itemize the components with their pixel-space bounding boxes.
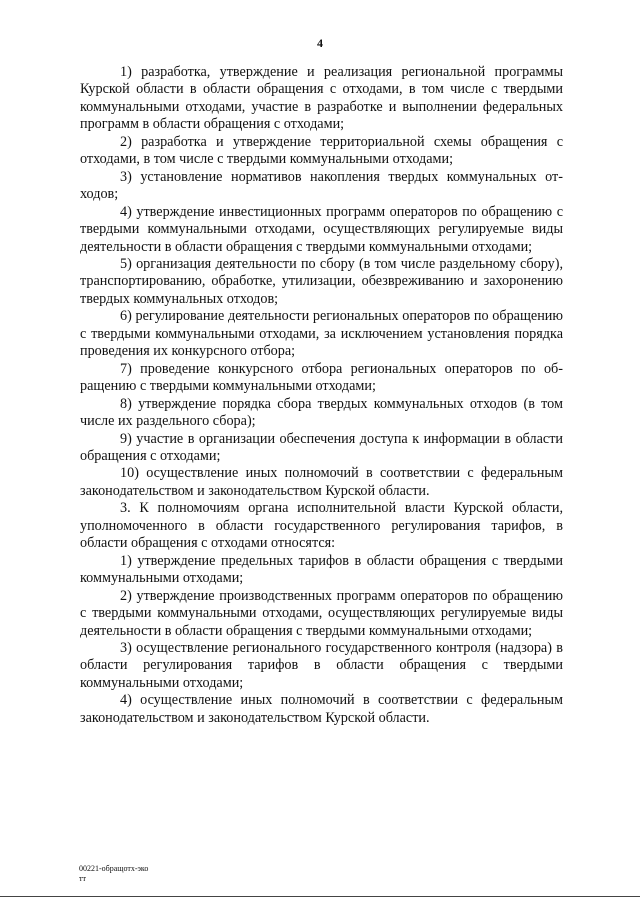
paragraph-5: 5) организация деятельности по сбору (в том числе раздельному сбору), транспортированию, обработке, утилизации, обезвреживанию и захоронению твердых коммунальных отходов; [80,255,563,307]
paragraph-1: 1) разработка, утверждение и реализация региональной программы Курской области в области обращения с отходами, в том числе с твердыми коммунальными отходами, участие в разработке и выполнении федеральных программ в области обращения с отходами; [80,64,563,133]
paragraph-s3-4: 4) осуществление иных полномочий в соответствии с федеральным законодательством и законодательством Курской области. [80,692,563,726]
page-number: 4 [317,36,323,50]
author-initials: тт [79,874,86,883]
footer [79,864,148,884]
section-3-heading: 3. К полномочиям органа исполнительной власти Курской области, уполномоченного в области государственного регулирования тарифов, в области обращения с отходами относятся: [80,500,563,552]
paragraph-3: 3) установление нормативов накопления твердых коммунальных отходов; [80,168,563,203]
paragraph-8: 8) утверждение порядка сбора твердых коммунальных отходов (в том числе их раздельного сбора); [80,395,563,430]
document-code: 00221-обращотх-эко [79,864,149,873]
paragraph-2: 2) разработка и утверждение территориальной схемы обращения с отходами, в том числе с твердыми коммунальными отходами; [80,133,563,168]
paragraph-s3-2: 2) утверждение производственных программ операторов по обращению с твердыми коммунальными отходами, осуществляющих регулируемые виды деятельности в области обращения с твердыми коммунальными отходами; [80,587,563,639]
paragraph-4: 4) утверждение инвестиционных программ операторов по обращению с твердыми коммунальными отходами, осуществляющих регулируемые виды деятельности в области обращения с твердыми коммунальными отходами; [80,203,563,255]
paragraph-7: 7) проведение конкурсного отбора региональных операторов по обращению с твердыми коммунальными отходами; [80,360,563,395]
scan-edge-line [0,896,640,897]
paragraph-6: 6) регулирование деятельности региональных операторов по обращению с твердыми коммунальными отходами, за исключением установления порядка проведения их конкурсного отбора; [80,308,563,360]
paragraph-9: 9) участие в организации обеспечения доступа к информации в области обращения с отходами; [80,430,563,464]
paragraph-10: 10) осуществление иных полномочий в соответствии с федеральным законодательством и законодательством Курской области. [80,465,563,499]
paragraph-s3-3: 3) осуществление регионального государственного контроля (надзора) в области регулирования тарифов в области обращения с твердыми коммунальными отходами; [80,639,563,691]
paragraph-s3-1: 1) утверждение предельных тарифов в области обращения с твердыми коммунальными отходами; [80,552,563,587]
document-body [80,64,563,727]
